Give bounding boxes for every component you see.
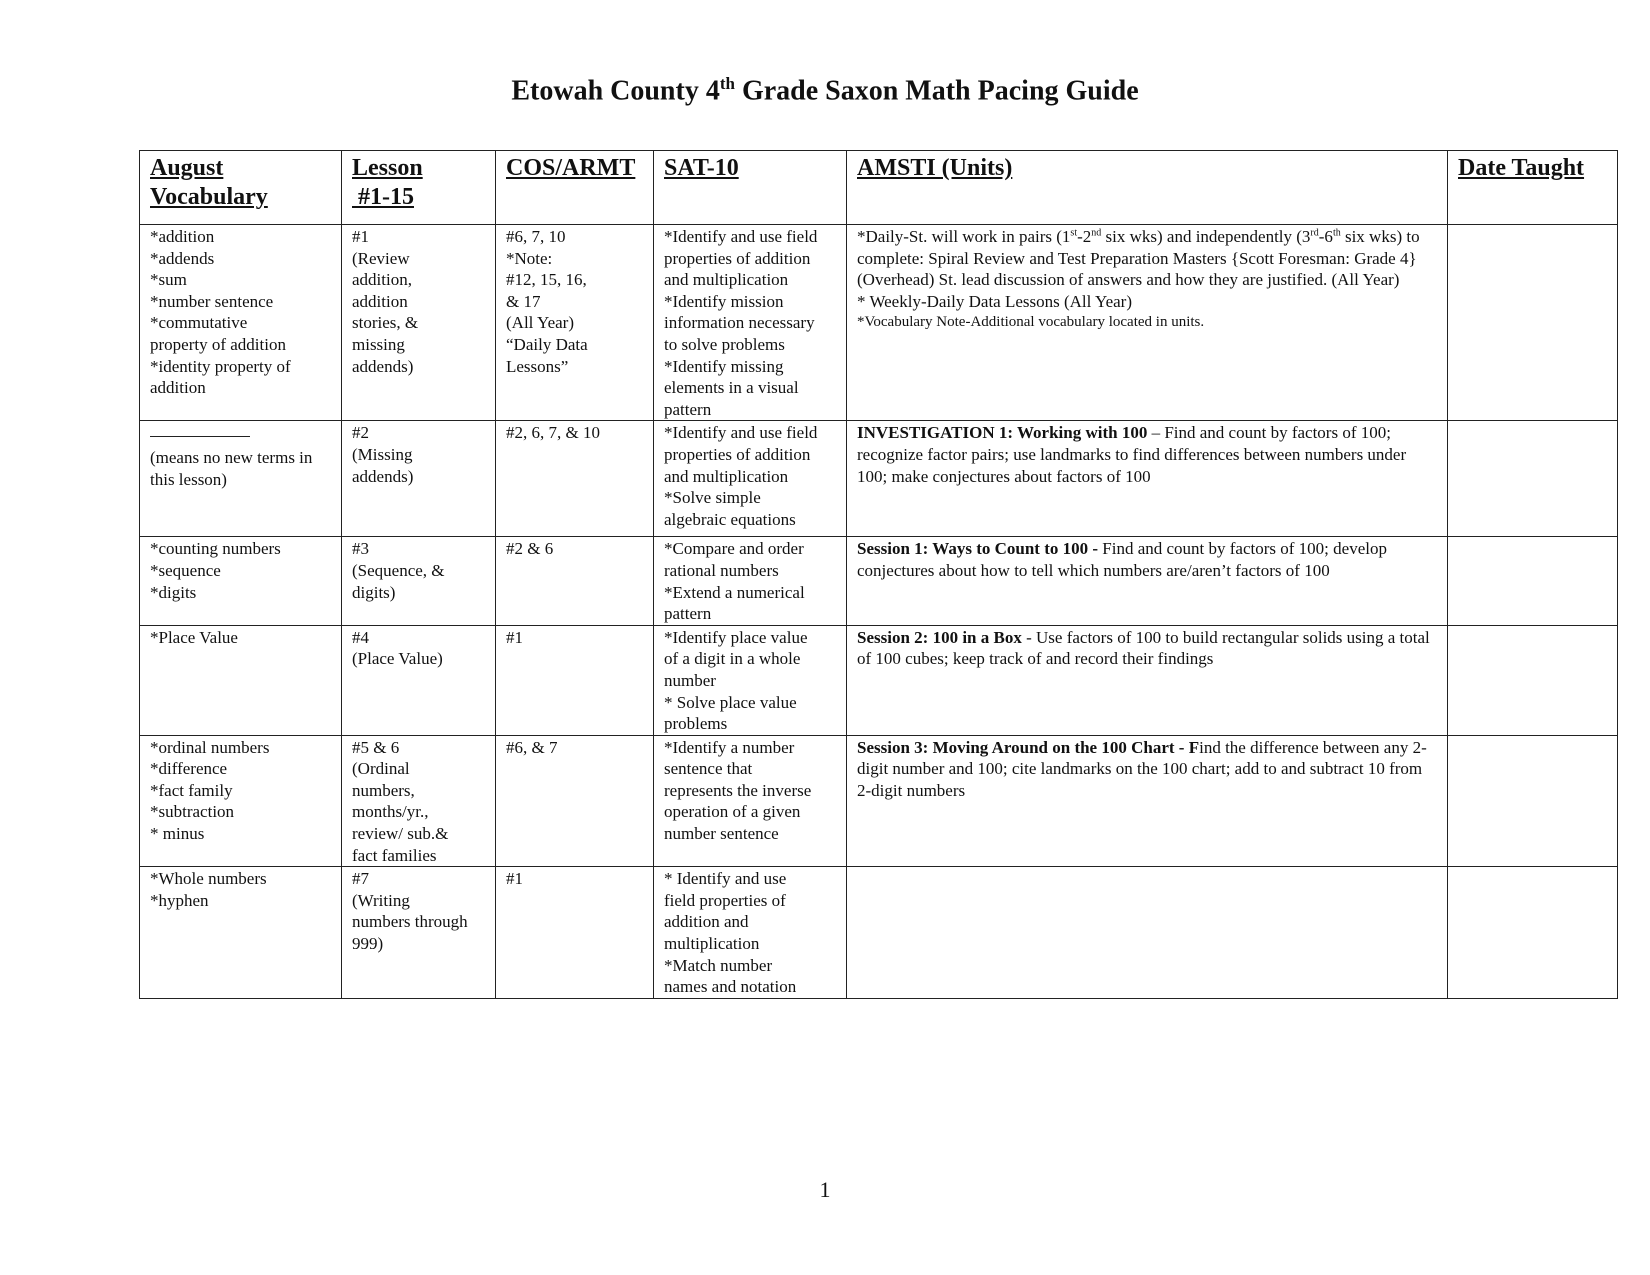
- amsti-cell: Session 1: Ways to Count to 100 - Find and count by factors of 100; develop conjectures about how to tell which numbers are/aren’t factors of 100: [847, 537, 1448, 625]
- cos-cell: #6, & 7: [496, 735, 654, 867]
- sat-cell: *Identify a number sentence that represents the inverse operation of a given number sentence: [654, 735, 847, 867]
- lesson-cell: #7 (Writing numbers through 999): [342, 867, 496, 999]
- date-taught-cell: [1448, 735, 1618, 867]
- amsti-cell: INVESTIGATION 1: Working with 100 – Find and count by factors of 100; recognize factor pairs; use landmarks to find differences between numbers under 100; make conjectures about factors of 100: [847, 421, 1448, 537]
- header-row: [140, 151, 1618, 225]
- lesson-cell: #1 (Review addition, addition stories, & missing addends): [342, 225, 496, 421]
- amsti-cell: [847, 225, 1448, 421]
- table-row: [140, 625, 1618, 735]
- cos-cell: #2 & 6: [496, 537, 654, 625]
- header-sat10: SAT-10: [654, 151, 847, 225]
- amsti-cell: Session 2: 100 in a Box - Use factors of 100 to build rectangular solids using a total of 100 cubes; keep track of and record their findings: [847, 625, 1448, 735]
- amsti-vocab-note: *Vocabulary Note-Additional vocabulary located in units.: [857, 314, 1205, 331]
- date-taught-cell: [1448, 867, 1618, 999]
- cos-cell: #6, 7, 10 *Note: #12, 15, 16, & 17 (All Year) “Daily Data Lessons”: [496, 225, 654, 421]
- vocab-cell: *counting numbers *sequence *digits: [140, 537, 342, 625]
- sat-cell: *Identify and use field properties of addition and multiplication *Solve simple algebraic equations: [654, 421, 847, 537]
- vocab-cell: *Whole numbers *hyphen: [140, 867, 342, 999]
- sat-cell: *Identify and use field properties of addition and multiplication *Identify mission information necessary to solve problems *Identify missing elements in a visual pattern: [654, 225, 847, 421]
- sat-cell: *Identify place value of a digit in a whole number * Solve place value problems: [654, 625, 847, 735]
- table-row: [140, 225, 1618, 421]
- sat-cell: *Compare and order rational numbers *Extend a numerical pattern: [654, 537, 847, 625]
- blank-line: [150, 422, 250, 437]
- vocab-cell: *ordinal numbers *difference *fact family *subtraction * minus: [140, 735, 342, 867]
- amsti-weekly-note: * Weekly-Daily Data Lessons (All Year): [857, 291, 1132, 311]
- header-date-taught: Date Taught: [1448, 151, 1618, 225]
- table-row: [140, 537, 1618, 625]
- page-title: Etowah County 4th Grade Saxon Math Pacing Guide: [511, 74, 1139, 107]
- cos-cell: #2, 6, 7, & 10: [496, 421, 654, 537]
- lesson-cell: #3 (Sequence, & digits): [342, 537, 496, 625]
- sat-cell: * Identify and use field properties of addition and multiplication *Match number names and notation: [654, 867, 847, 999]
- vocab-cell: *Place Value: [140, 625, 342, 735]
- lesson-cell: #4 (Place Value): [342, 625, 496, 735]
- table-row: [140, 735, 1618, 867]
- amsti-daily-note: *Daily-St. will work in pairs (1st-2nd six wks) and independently (3rd-6th six wks) to complete: Spiral Review and Test Preparation Masters {Scott Foresman: Grade 4} (Overhead) St. lead discussion of answers and how they are justified. (All Year): [857, 227, 1420, 290]
- cos-cell: #1: [496, 625, 654, 735]
- table-row: [140, 867, 1618, 999]
- cos-cell: #1: [496, 867, 654, 999]
- page-number: 1: [819, 1177, 831, 1202]
- table-row: [140, 421, 1618, 537]
- header-vocabulary: August Vocabulary: [140, 151, 342, 225]
- lesson-cell: #5 & 6 (Ordinal numbers, months/yr., review/ sub.& fact families: [342, 735, 496, 867]
- amsti-cell: [847, 867, 1448, 999]
- header-amsti: AMSTI (Units): [847, 151, 1448, 225]
- date-taught-cell: [1448, 421, 1618, 537]
- pacing-guide-table: [139, 150, 1618, 999]
- amsti-cell: Session 3: Moving Around on the 100 Chart - Find the difference between any 2-digit number and 100; cite landmarks on the 100 chart; add to and subtract 10 from 2-digit numbers: [847, 735, 1448, 867]
- vocab-cell: *addition *addends *sum *number sentence *commutative property of addition *identity property of addition: [140, 225, 342, 421]
- date-taught-cell: [1448, 225, 1618, 421]
- lesson-cell: #2 (Missing addends): [342, 421, 496, 537]
- vocab-cell: (means no new terms in this lesson): [140, 421, 342, 537]
- date-taught-cell: [1448, 537, 1618, 625]
- header-cos-armt: COS/ARMT: [496, 151, 654, 225]
- header-lesson: Lesson #1-15: [342, 151, 496, 225]
- date-taught-cell: [1448, 625, 1618, 735]
